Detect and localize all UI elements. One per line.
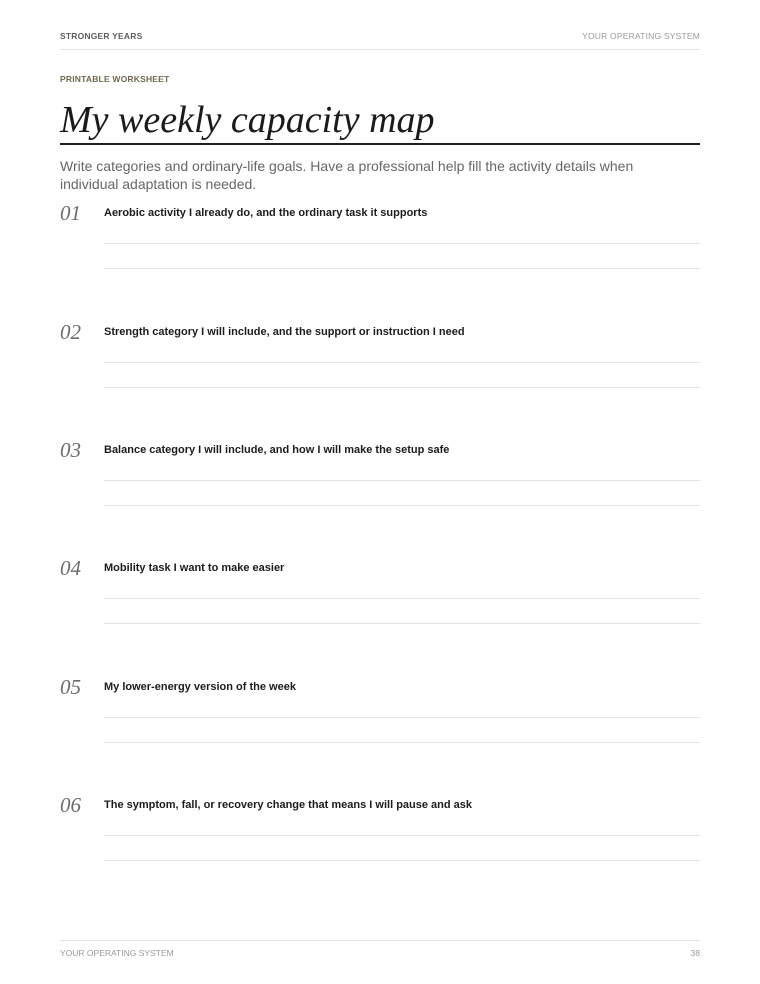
worksheet-page bbox=[60, 0, 700, 984]
book-title: STRONGER YEARS bbox=[60, 31, 143, 41]
worksheet-item-05 bbox=[60, 675, 700, 760]
item-prompt: Mobility task I want to make easier bbox=[104, 562, 285, 574]
answer-line[interactable] bbox=[104, 243, 700, 244]
worksheet-label: PRINTABLE WORKSHEET bbox=[60, 74, 170, 84]
answer-line[interactable] bbox=[104, 742, 700, 743]
section-title: YOUR OPERATING SYSTEM bbox=[582, 31, 700, 41]
worksheet-item-02 bbox=[60, 320, 700, 405]
item-number: 01 bbox=[60, 201, 81, 225]
intro-text: Write categories and ordinary-life goals. Have a professional help fill the activity details when individual adaptation is needed. bbox=[60, 158, 634, 192]
worksheet-item-06 bbox=[60, 793, 700, 878]
item-number: 05 bbox=[60, 675, 81, 699]
item-number: 04 bbox=[60, 556, 81, 580]
item-number: 02 bbox=[60, 320, 81, 344]
item-prompt: Strength category I will include, and the support or instruction I need bbox=[104, 326, 465, 338]
answer-line[interactable] bbox=[104, 623, 700, 624]
item-prompt: Aerobic activity I already do, and the ordinary task it supports bbox=[104, 207, 428, 219]
worksheet-item-03 bbox=[60, 438, 700, 523]
page-title: My weekly capacity map bbox=[60, 99, 435, 141]
answer-line[interactable] bbox=[104, 860, 700, 861]
worksheet-item-01 bbox=[60, 201, 700, 286]
page-number: 38 bbox=[690, 948, 700, 958]
item-number: 06 bbox=[60, 793, 81, 817]
title-divider bbox=[60, 143, 700, 145]
answer-line[interactable] bbox=[104, 387, 700, 388]
worksheet-item-04 bbox=[60, 556, 700, 641]
running-header bbox=[60, 31, 700, 41]
item-prompt: The symptom, fall, or recovery change that means I will pause and ask bbox=[104, 799, 473, 811]
answer-line[interactable] bbox=[104, 268, 700, 269]
answer-line[interactable] bbox=[104, 598, 700, 599]
answer-line[interactable] bbox=[104, 480, 700, 481]
answer-line[interactable] bbox=[104, 717, 700, 718]
item-prompt: My lower-energy version of the week bbox=[104, 681, 296, 693]
footer-section-title: YOUR OPERATING SYSTEM bbox=[60, 948, 174, 958]
footer-divider bbox=[60, 940, 700, 941]
running-footer bbox=[60, 948, 700, 958]
answer-line[interactable] bbox=[104, 505, 700, 506]
item-prompt: Balance category I will include, and how I will make the setup safe bbox=[104, 444, 450, 456]
answer-line[interactable] bbox=[104, 835, 700, 836]
header-divider bbox=[60, 49, 700, 50]
item-number: 03 bbox=[60, 438, 81, 462]
answer-line[interactable] bbox=[104, 362, 700, 363]
